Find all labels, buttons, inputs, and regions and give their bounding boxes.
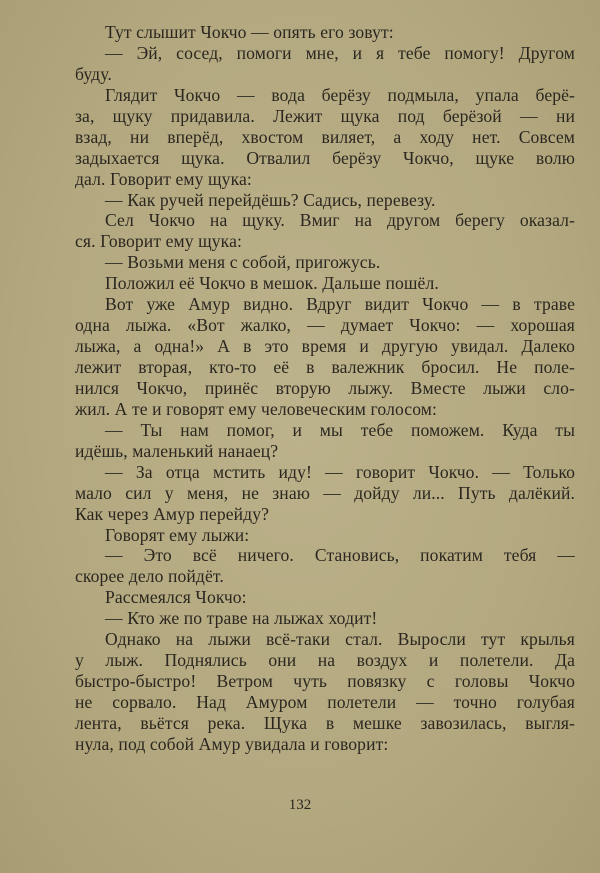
text-line: идёшь, маленький нанаец? <box>75 440 279 461</box>
text-line: — Эй, сосед, помоги мне, и я тебе помогу! Другом <box>105 42 575 63</box>
text-line: — Это всё ничего. Становись, покатим тебя — <box>105 545 575 566</box>
text-line: скорее дело пойдёт. <box>75 566 224 587</box>
text-line: Вот уже Амур видно. Вдруг видит Чокчо — в траве <box>105 294 575 315</box>
text-line: нула, под собой Амур увидала и говорит: <box>75 733 389 754</box>
text-line: Сел Чокчо на щуку. Вмиг на другом берегу оказал- <box>105 210 575 231</box>
text-line: жил. А те и говорят ему человеческим голосом: <box>75 398 437 419</box>
text-line: — Как ручей перейдёшь? Садись, перевезу. <box>105 189 436 210</box>
text-line: — Ты нам помог, и мы тебе поможем. Куда ты <box>105 419 575 440</box>
text-line: мало сил у меня, не знаю — дойду ли... Путь далёкий. <box>75 482 575 503</box>
text-line: — За отца мстить иду! — говорит Чокчо. — Только <box>105 461 575 482</box>
text-line: ся. Говорит ему щука: <box>75 231 242 252</box>
page-number: 132 <box>288 797 312 813</box>
text-line: не сорвало. Над Амуром полетели — точно голубая <box>75 692 575 712</box>
text-line: лыжа, а одна!» А в это время и другую увидал. Далеко <box>75 336 575 357</box>
page-text <box>75 22 575 755</box>
text-line: взад, ни вперёд, хвостом виляет, а ходу нет. Совсем <box>75 126 575 147</box>
text-line: дал. Говорит ему щука: <box>75 168 252 189</box>
text-line: Глядит Чокчо — вода берёзу подмыла, упала берё- <box>105 84 575 105</box>
text-line: Как через Амур перейду? <box>75 503 270 524</box>
text-line: Рассмеялся Чокчо: <box>105 587 247 608</box>
text-line: нился Чокчо, принёс вторую лыжу. Вместе лыжи сло- <box>75 377 575 398</box>
text-line: буду. <box>75 63 112 84</box>
text-line: Говорят ему лыжи: <box>105 524 250 545</box>
text-line: Однако на лыжи всё-таки стал. Выросли тут крылья <box>105 629 575 650</box>
text-line: Тут слышит Чокчо — опять его зовут: <box>105 22 394 42</box>
text-line: за, щуку придавила. Лежит щука под берёзой — ни <box>75 105 575 126</box>
text-line: быстро-быстро! Ветром чуть повязку с головы Чокчо <box>75 671 575 692</box>
text-line: Положил её Чокчо в мешок. Дальше пошёл. <box>105 273 439 294</box>
text-line: — Возьми меня с собой, пригожусь. <box>105 252 381 273</box>
text-line: лежит вторая, кто-то её в валежник бросил. Не поле- <box>75 357 575 377</box>
text-line: — Кто же по траве на лыжах ходит! <box>105 608 378 629</box>
text-line: одна лыжа. «Вот жалко, — думает Чокчо: — хорошая <box>75 315 575 336</box>
text-line: лента, вьётся река. Щука в мешке завозилась, выгля- <box>75 712 575 733</box>
text-line: задыхается щука. Отвалил берёзу Чокчо, щуке волю <box>75 147 575 168</box>
text-line: у лыж. Поднялись они на воздух и полетели. Да <box>75 650 575 671</box>
